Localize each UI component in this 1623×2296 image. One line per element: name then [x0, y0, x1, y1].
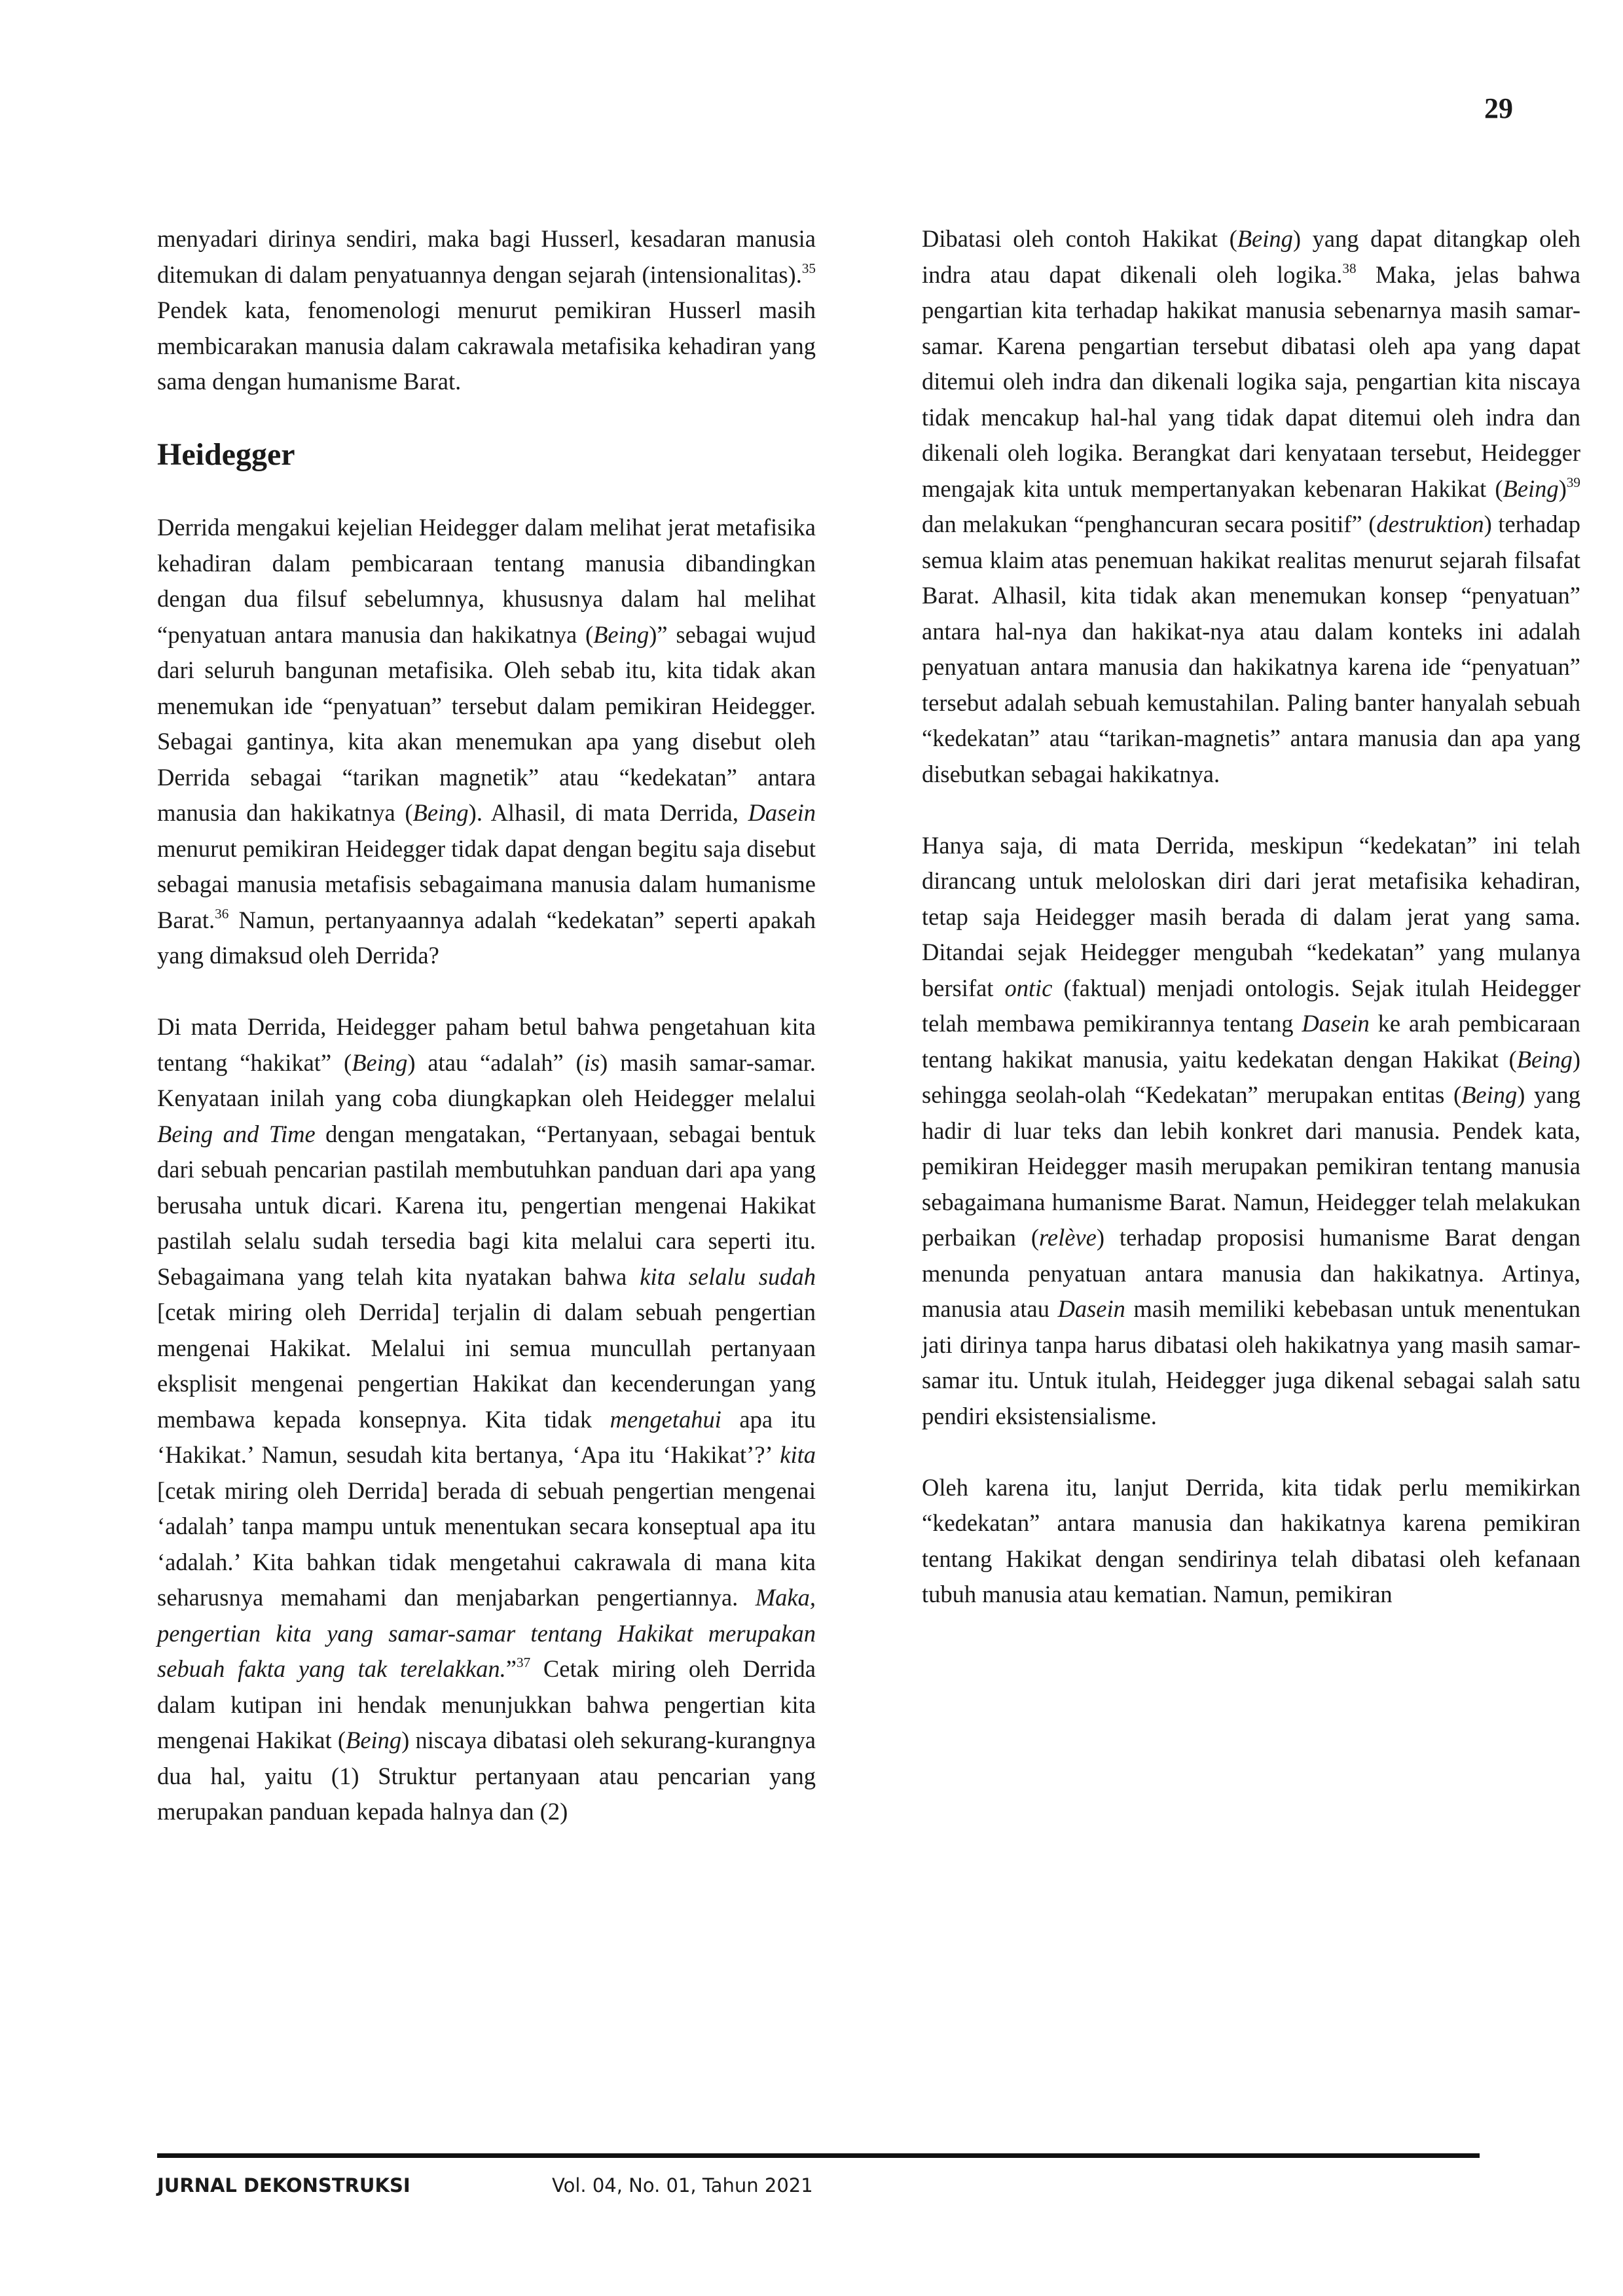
paragraph: Dibatasi oleh contoh Hakikat (Being) yang dapat ditangkap oleh indra atau dapat dikenali oleh logika.$^{38}$ Maka, jelas bahwa pengartian kita terhadap hakikat manusia sebenarnya masih samar-samar. Karena pengartian tersebut dibatasi oleh apa yang dapat ditemui oleh indra dan dikenali logika saja, pengartian kita niscaya tidak mencakup hal-hal yang tidak dapat ditemui oleh indra dan dikenali oleh logika. Berangkat dari kenyataan tersebut, Heidegger mengajak kita untuk mempertanyakan kebenaran Hakikat (Being)$^{39}$ dan melakukan “penghancuran secara positif” (destruktion) terhadap semua klaim atas penemuan hakikat realitas menurut sejarah filsafat Barat. Alhasil, kita tidak akan menemukan konsep “penyatuan” antara hal-nya dan hakikat-nya atau dalam konteks ini adalah penyatuan antara manusia dan hakikatnya karena ide “penyatuan” tersebut adalah sebuah kemustahilan. Paling banter hanyalah sebuah “kedekatan” atau “tarikan-magnetis” antara manusia dan apa yang disebutkan sebagai hakikatnya.	[922, 225, 1580, 787]
footnote-ref: 35	[801, 260, 816, 276]
footer-volume: Vol. 04, No. 01, Tahun 2021	[552, 2174, 813, 2197]
footer-divider	[157, 2153, 1480, 2158]
footnote-ref: 39	[1566, 474, 1580, 490]
paragraph: Di mata Derrida, Heidegger paham betul bahwa pengetahuan kita tentang “hakikat” (Being) atau “adalah” (is) masih samar-samar. Kenyataan inilah yang coba diungkapkan oleh Heidegger melalui Being and Time dengan mengatakan, “Pertanyaan, sebagai bentuk dari sebuah pencarian pastilah membutuhkan panduan dari apa yang berusaha untuk dicari. Karena itu, pengertian mengenai Hakikat pastilah selalu sudah tersedia bagi kita melalui cara seperti itu. Sebagaimana yang telah kita nyatakan bahwa kita selalu sudah [cetak miring oleh Derrida] terjalin di dalam sebuah pengertian mengenai Hakikat. Melalui ini semua muncullah pertanyaan eksplisit mengenai pengertian Hakikat dan kecenderungan yang membawa kepada konsepnya. Kita tidak mengetahui apa itu ‘Hakikat.’ Namun, sesudah kita bertanya, ‘Apa itu ‘Hakikat’?’ kita [cetak miring oleh Derrida] berada di sebuah pengertian mengenai ‘adalah’ tanpa mampu untuk menentukan secara konseptual apa itu ‘adalah.’ Kita bahkan tidak mengetahui cakrawala di mana kita seharusnya memahami dan menjabarkan pengertiannya. Maka, pengertian kita yang samar-samar tentang Hakikat merupakan sebuah fakta yang tak terelakkan.”$^{37}$ Cetak miring oleh Derrida dalam kutipan ini hendak menunjukkan bahwa pengertian kita mengenai Hakikat (Being) niscaya dibatasi oleh sekurang-kurangnya dua hal, yaitu (1) Struktur pertanyaan atau pencarian yang merupakan panduan kepada halnya dan (2)	[157, 1013, 816, 1825]
footnote-ref: 38	[1342, 260, 1357, 276]
paragraph: Oleh karena itu, lanjut Derrida, kita tidak perlu memikirkan “kedekatan” antara manusia dan hakikatnya karena pemikiran tentang Hakikat dengan sendirinya telah dibatasi oleh kefanaan tubuh manusia atau kematian. Namun, pemikiran	[922, 1473, 1580, 1607]
paragraph: menyadari dirinya sendiri, maka bagi Husserl, kesadaran manusia ditemukan di dalam penyatuannya dengan sejarah (intensionalitas).$^{35}$ Pendek kata, fenomenologi menurut pemikiran Husserl masih membicarakan manusia dalam cakrawala metafisika kehadiran yang sama dengan humanisme Barat.	[157, 225, 816, 395]
left-column	[157, 221, 816, 1830]
right-column	[922, 221, 1580, 1613]
section-heading: Heidegger	[157, 437, 295, 472]
paragraph: Hanya saja, di mata Derrida, meskipun “kedekatan” ini telah dirancang untuk meloloskan diri dari jerat metafisika kehadiran, tetap saja Heidegger masih berada di dalam jerat yang sama. Ditandai sejak Heidegger mengubah “kedekatan” yang mulanya bersifat ontic (faktual) menjadi ontologis. Sejak itulah Heidegger telah membawa pemikirannya tentang Dasein ke arah pembicaraan tentang hakikat manusia, yaitu kedekatan dengan Hakikat (Being) sehingga seolah-olah “Kedekatan” merupakan entitas (Being) yang hadir di luar teks dan lebih konkret dari manusia. Pendek kata, pemikiran Heidegger masih merupakan pemikiran tentang manusia sebagaimana humanisme Barat. Namun, Heidegger telah melakukan perbaikan (relève) terhadap proposisi humanisme Barat dengan menunda penyatuan antara manusia dan hakikatnya. Artinya, manusia atau Dasein masih memiliki kebebasan untuk menentukan jati dirinya tanpa harus dibatasi oleh hakikatnya yang masih samar-samar itu. Untuk itulah, Heidegger juga dikenal sebagai salah satu pendiri eksistensialisme.	[922, 831, 1581, 1429]
page-number: 29	[1484, 92, 1513, 124]
footnote-ref: 37	[517, 1655, 531, 1671]
paragraph: Derrida mengakui kejelian Heidegger dalam melihat jerat metafisika kehadiran dalam pembicaraan tentang manusia dibandingkan dengan dua filsuf sebelumnya, khususnya dalam hal melihat “penyatuan antara manusia dan hakikatnya (Being)” sebagai wujud dari seluruh bangunan metafisika. Oleh sebab itu, kita tidak akan menemukan ide “penyatuan” tersebut dalam pemikiran Heidegger. Sebagai gantinya, kita akan menemukan apa yang disebut oleh Derrida sebagai “tarikan magnetik” atau “kedekatan” antara manusia dan hakikatnya (Being). Alhasil, di mata Derrida, Dasein menurut pemikiran Heidegger tidak dapat dengan begitu saja disebut sebagai manusia metafisis sebagaimana manusia dalam humanisme Barat.$^{36}$ Namun, pertanyaannya adalah “kedekatan” seperti apakah yang dimaksud oleh Derrida?	[157, 514, 816, 969]
footnote-ref: 36	[215, 905, 229, 922]
footer-journal-name: JURNAL DEKONSTRUKSI	[157, 2174, 410, 2197]
